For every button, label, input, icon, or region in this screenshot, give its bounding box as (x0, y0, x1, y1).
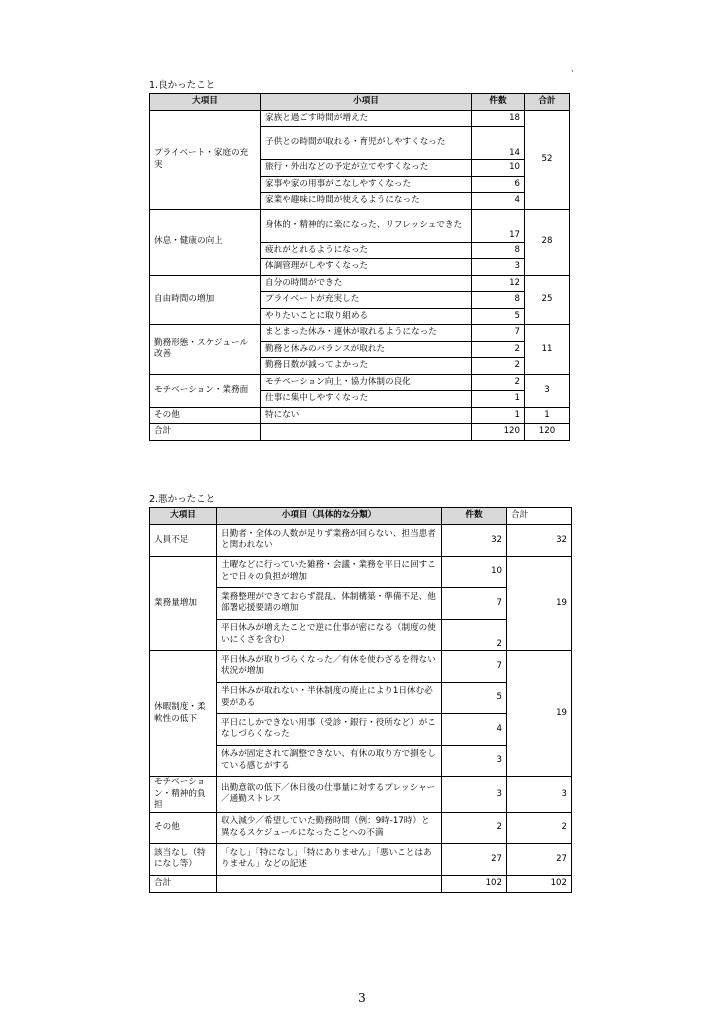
minor-item: 平日休みが取りづらくなった／有休を使わざるを得ない状況が増加 (217, 651, 442, 683)
minor-item: 自分の時間ができた (261, 275, 472, 292)
header-minor: 小項目 (261, 94, 472, 111)
header-major: 大項目 (150, 94, 261, 111)
minor-item: 疲れがとれるようになった (261, 242, 472, 259)
table-row (150, 777, 572, 813)
grand-total-count: 102 (442, 875, 507, 892)
minor-item: 「なし」「特になし」「特にありません」「悪いことはありません」などの記述 (217, 844, 442, 876)
table-row (150, 812, 572, 844)
table-row (150, 651, 572, 683)
item-count: 2 (472, 341, 525, 358)
major-category: 休息・健康の向上 (150, 209, 261, 275)
item-count: 3 (472, 259, 525, 276)
grand-total-total: 102 (507, 875, 572, 892)
group-total: 19 (507, 651, 572, 777)
group-total: 11 (525, 325, 570, 375)
item-count: 2 (442, 812, 507, 844)
header-total: 合計 (525, 94, 570, 111)
group-total: 3 (525, 374, 570, 407)
minor-item: 平日休みが増えたことで逆に仕事が密になる（制度の使いにくさを含む） (217, 619, 442, 651)
item-count: 5 (442, 682, 507, 714)
minor-item: 休みが固定されて調整できない、有休の取り方で損をしている感じがする (217, 745, 442, 777)
item-count: 7 (472, 325, 525, 342)
item-count: 1 (472, 391, 525, 408)
table-row (150, 374, 570, 391)
minor-item: プライベートが充実した (261, 292, 472, 309)
minor-item: 旅行・外出などの予定が立てやすくなった (261, 160, 472, 177)
minor-item: やりたいことに取り組める (261, 308, 472, 325)
item-count: 18 (472, 110, 525, 127)
grand-total-label: 合計 (150, 875, 217, 892)
grand-total-label: 合計 (150, 424, 261, 441)
section-1-title: 1.良かったこと (149, 80, 216, 91)
minor-item: 出勤意欲の低下／休日後の仕事量に対するプレッシャー／通勤ストレス (217, 777, 442, 813)
grand-total-count: 120 (472, 424, 525, 441)
item-count: 1 (472, 407, 525, 424)
item-count: 27 (442, 844, 507, 876)
minor-item: 仕事に集中しやすくなった (261, 391, 472, 408)
minor-item: まとまった休み・連休が取れるようになった (261, 325, 472, 342)
item-count: 7 (442, 588, 507, 620)
item-count: 12 (472, 275, 525, 292)
major-category: モチベーション・精神的負担 (150, 777, 217, 813)
minor-item: 勤務と休みのバランスが取れた (261, 341, 472, 358)
item-count: 4 (472, 193, 525, 210)
major-category: プライベート・家庭の充実 (150, 110, 261, 209)
minor-item: 身体的・精神的に楽になった、リフレッシュできた (261, 209, 472, 242)
good-points-table (149, 93, 570, 441)
group-total: 52 (525, 110, 570, 209)
item-count: 17 (472, 209, 525, 242)
grand-total-row (150, 424, 570, 441)
item-count: 2 (472, 358, 525, 375)
minor-item: 家事や家の用事がこなしやすくなった (261, 176, 472, 193)
item-count: 2 (442, 619, 507, 651)
minor-item: 家族と過ごす時間が増えた (261, 110, 472, 127)
item-count: 10 (472, 160, 525, 177)
major-category: 業務量増加 (150, 556, 217, 651)
header-count: 件数 (472, 94, 525, 111)
table-row (150, 407, 570, 424)
item-count: 7 (442, 651, 507, 683)
group-total: 32 (507, 525, 572, 557)
minor-item: モチベーション向上・協力体制の良化 (261, 374, 472, 391)
page-number: 3 (358, 991, 366, 1005)
header-count: 件数 (442, 508, 507, 525)
group-total: 25 (525, 275, 570, 325)
table-row (150, 844, 572, 876)
minor-item: 特にない (261, 407, 472, 424)
major-category: 人員不足 (150, 525, 217, 557)
table-row (150, 110, 570, 127)
group-total: 19 (507, 556, 572, 651)
minor-item: 土曜などに行っていた雑務・会議・業務を平日に回すことで日々の負担が増加 (217, 556, 442, 588)
group-total: 1 (525, 407, 570, 424)
table-header-row (150, 508, 572, 525)
section-2-title: 2.悪かったこと (149, 494, 216, 505)
minor-item: 平日にしかできない用事（受診・銀行・役所など）がこなしづらくなった (217, 714, 442, 746)
bad-points-table (149, 507, 572, 893)
grand-total-empty (261, 424, 472, 441)
group-total: 28 (525, 209, 570, 275)
item-count: 8 (472, 242, 525, 259)
item-count: 3 (442, 777, 507, 813)
grand-total-total: 120 (525, 424, 570, 441)
header-major: 大項目 (150, 508, 217, 525)
table-row (150, 325, 570, 342)
table-header-row (150, 94, 570, 111)
item-count: 5 (472, 308, 525, 325)
grand-total-empty (217, 875, 442, 892)
minor-item: 収入減少／希望していた勤務時間（例：9時-17時）と異なるスケジュールになったことへの不満 (217, 812, 442, 844)
table-row (150, 209, 570, 242)
major-category: モチベーション・業務面 (150, 374, 261, 407)
stray-dot: · (571, 67, 574, 77)
item-count: 2 (472, 374, 525, 391)
grand-total-row (150, 875, 572, 892)
major-category: 休暇制度・柔軟性の低下 (150, 651, 217, 777)
item-count: 14 (472, 127, 525, 160)
group-total: 3 (507, 777, 572, 813)
item-count: 32 (442, 525, 507, 557)
minor-item: 業務整理ができておらず混乱、体制構築・準備不足、他部署応援要請の増加 (217, 588, 442, 620)
major-category: その他 (150, 407, 261, 424)
item-count: 6 (472, 176, 525, 193)
table-row (150, 556, 572, 588)
minor-item: 体調管理がしやすくなった (261, 259, 472, 276)
table-row (150, 525, 572, 557)
item-count: 8 (472, 292, 525, 309)
major-category: 自由時間の増加 (150, 275, 261, 325)
major-category: 勤務形態・スケジュール改善 (150, 325, 261, 375)
group-total: 2 (507, 812, 572, 844)
group-total: 27 (507, 844, 572, 876)
item-count: 4 (442, 714, 507, 746)
minor-item: 勤務日数が減ってよかった (261, 358, 472, 375)
header-total: 合計 (507, 508, 572, 525)
major-category: その他 (150, 812, 217, 844)
item-count: 3 (442, 745, 507, 777)
minor-item: 半日休みが取れない・半休制度の廃止により1日休む必要がある (217, 682, 442, 714)
minor-item: 子供との時間が取れる・育児がしやすくなった (261, 127, 472, 160)
header-minor: 小項目（具体的な分類） (217, 508, 442, 525)
minor-item: 日勤者・全体の人数が足りず業務が回らない、担当患者と関われない (217, 525, 442, 557)
minor-item: 家業や趣味に時間が使えるようになった (261, 193, 472, 210)
table-row (150, 275, 570, 292)
major-category: 該当なし（特になし等） (150, 844, 217, 876)
item-count: 10 (442, 556, 507, 588)
